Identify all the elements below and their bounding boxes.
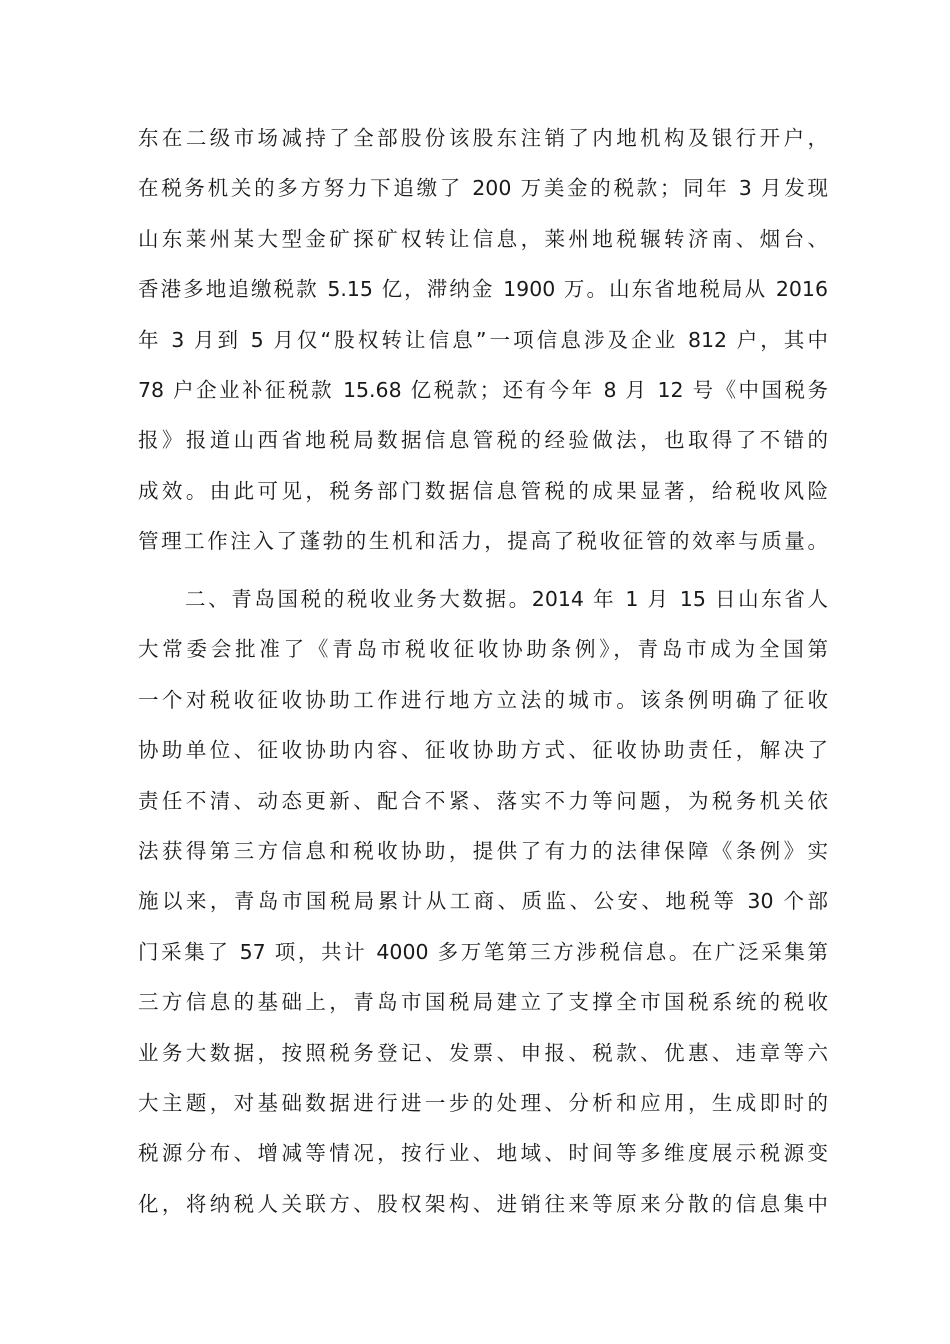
paragraph-line: 管理工作注入了蓬勃的生机和活力，提高了税收征管的效率与质量。 [138, 529, 828, 554]
paragraph-line: 大常委会批准了《青岛市税收征收协助条例》，青岛市成为全国第 [138, 637, 828, 662]
paragraph-line: 山东莱州某大型金矿探矿权转让信息，莱州地税辗转济南、烟台、 [138, 226, 828, 251]
paragraph-line: 二、青岛国税的税收业务大数据。2014 年 1 月 15 日山东省人 [185, 587, 828, 611]
paragraph-line: 法获得第三方信息和税收协助，提供了有力的法律保障《条例》实 [138, 838, 828, 863]
paragraph-line: 三方信息的基础上，青岛市国税局建立了支撑全市国税系统的税收 [138, 990, 828, 1015]
paragraph-line: 施以来，青岛市国税局累计从工商、质监、公安、地税等 30 个部 [138, 889, 828, 914]
paragraph-line: 税源分布、增减等情况，按行业、地域、时间等多维度展示税源变 [138, 1141, 828, 1166]
paragraph-line: 年 3 月到 5 月仅“股权转让信息”一项信息涉及企业 812 户，其中 [138, 327, 828, 352]
paragraph-line: 东在二级市场减持了全部股份该股东注销了内地机构及银行开户， [138, 126, 828, 150]
paragraph-line: 成效。由此可见，税务部门数据信息管税的成果显著，给税收风险 [138, 478, 828, 503]
paragraph-line: 一个对税收征收协助工作进行地方立法的城市。该条例明确了征收 [138, 687, 828, 712]
paragraph-2 [138, 574, 828, 1229]
paragraph-1 [138, 113, 828, 567]
paragraph-line: 在税务机关的多方努力下追缴了 200 万美金的税款；同年 3 月发现 [138, 176, 828, 201]
paragraph-line: 化，将纳税人关联方、股权架构、进销往来等原来分散的信息集中 [138, 1191, 828, 1216]
paragraph-line: 责任不清、动态更新、配合不紧、落实不力等问题，为税务机关依 [138, 788, 828, 813]
paragraph-line: 协助单位、征收协助内容、征收协助方式、征收协助责任，解决了 [138, 738, 828, 763]
paragraph-line: 大主题，对基础数据进行进一步的处理、分析和应用，生成即时的 [138, 1090, 828, 1115]
paragraph-line: 78 户企业补征税款 15.68 亿税款；还有今年 8 月 12 号《中国税务 [138, 377, 828, 402]
paragraph-line: 香港多地追缴税款 5.15 亿，滞纳金 1900 万。山东省地税局从 2016 [138, 277, 828, 302]
paragraph-line: 报》报道山西省地税局数据信息管税的经验做法，也取得了不错的 [138, 428, 828, 453]
paragraph-line: 业务大数据，按照税务登记、发票、申报、税款、优惠、违章等六 [138, 1040, 828, 1065]
paragraph-line: 门采集了 57 项，共计 4000 多万笔第三方涉税信息。在广泛采集第 [138, 939, 828, 964]
